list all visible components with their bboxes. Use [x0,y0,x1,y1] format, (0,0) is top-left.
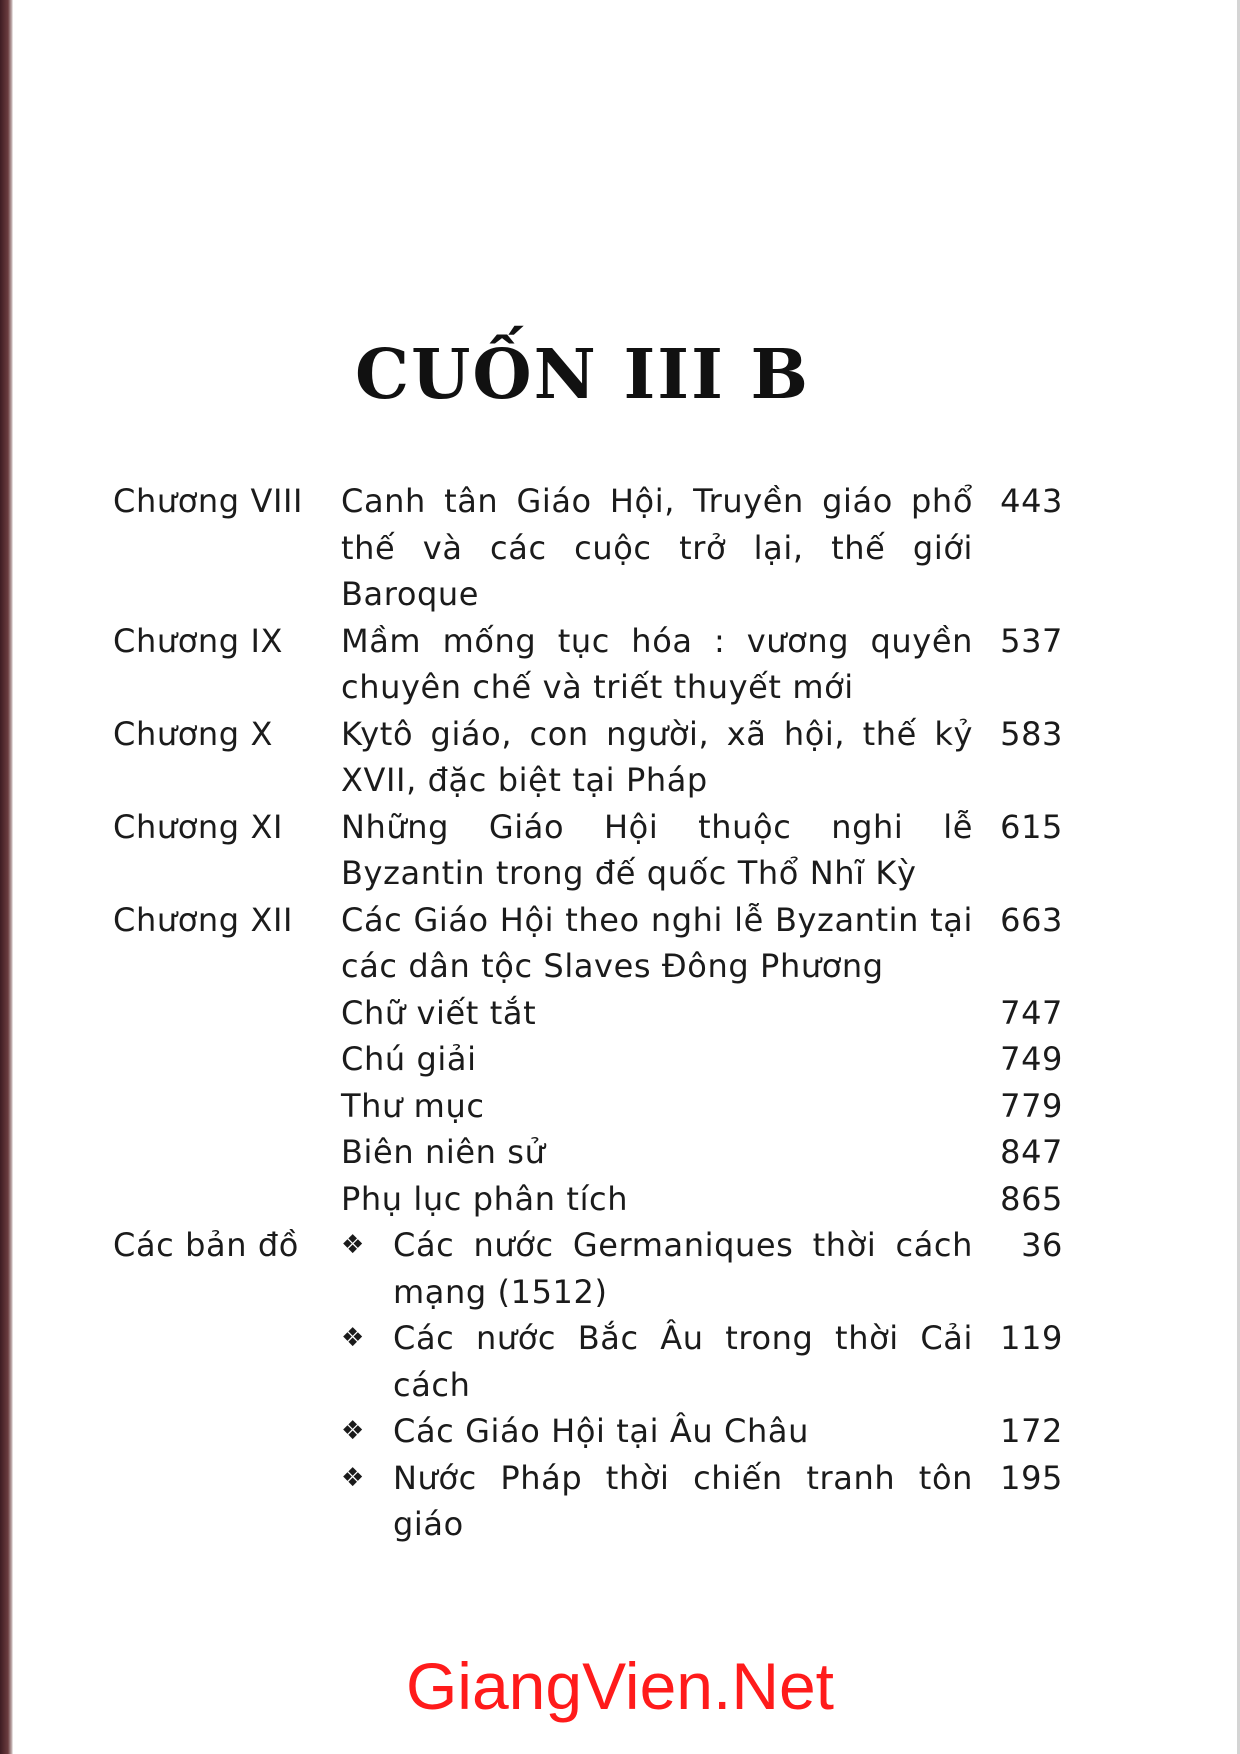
toc-entry-abbreviations[interactable] [113,990,1063,1037]
page-number: 195 [1000,1458,1063,1497]
toc-entry-map-northern-europe[interactable] [113,1315,1063,1408]
chapter-title: Những Giáo Hội thuộc nghi lễ Byzantin trong đế quốc Thổ Nhĩ Kỳ [341,807,973,892]
toc-entry-bibliography[interactable] [113,1083,1063,1130]
chapter-title: Kytô giáo, con người, xã hội, thế kỷ XVII, đặc biệt tại Pháp [341,714,973,799]
toc-entry-chapter-x[interactable] [113,711,1063,804]
chapter-title: Các Giáo Hội theo nghi lễ Byzantin tại các dân tộc Slaves Đông Phương [341,900,973,985]
toc-entry-chapter-xii[interactable] [113,897,1063,990]
diamond-bullet-icon: ❖ [341,1323,365,1353]
diamond-bullet-icon: ❖ [341,1462,365,1493]
toc-entry-analytical-index[interactable] [113,1176,1063,1223]
map-title: Các nước Bắc Âu trong thời Cải cách [393,1319,973,1404]
watermark: GiangVien.Net [405,1649,835,1723]
page-number: 663 [1000,900,1063,939]
chapter-label: Chương VIII [113,482,304,520]
left-page-edge [0,0,13,1754]
chapter-label: Chương XII [113,900,294,939]
chapter-title: Mầm mống tục hóa : vương quyền chuyên chế và triết thuyết mới [341,621,973,706]
toc-entry-notes[interactable] [113,1036,1063,1083]
map-title: Nước Pháp thời chiến tranh tôn giáo [393,1458,973,1543]
maps-label: Các bản đồ [113,1226,299,1264]
toc-entry-chapter-viii[interactable] [113,478,1063,618]
toc-entry-map-france-religious-wars[interactable] [113,1455,1063,1548]
chapter-label: Chương XI [113,807,284,846]
map-title: Các nước Germaniques thời cách mạng (1512) [393,1226,973,1311]
diamond-bullet-icon: ❖ [341,1230,365,1260]
table-of-contents [113,478,1063,1548]
book-title: CUỐN III B [354,335,811,415]
chapter-title: Canh tân Giáo Hội, Truyền giáo phổ thế và các cuộc trở lại, thế giới Baroque [341,482,973,613]
page-number: 537 [1000,621,1063,660]
appendix-title: Biên niên sử [341,1133,546,1171]
chapter-label: Chương IX [113,621,284,660]
page-number: 749 [1000,1040,1063,1078]
toc-entry-chronology[interactable] [113,1129,1063,1176]
page-number: 583 [1000,714,1063,753]
appendix-title: Chú giải [341,1040,477,1078]
diamond-bullet-icon: ❖ [341,1416,365,1446]
page-number: 779 [1000,1086,1063,1125]
page-number: 747 [1000,993,1063,1032]
page-number: 36 [1021,1226,1063,1264]
page-number: 865 [1000,1179,1063,1218]
appendix-title: Thư mục [341,1086,485,1125]
appendix-title: Phụ lục phân tích [341,1179,629,1218]
page-number: 443 [1000,482,1063,520]
toc-entry-chapter-xi[interactable] [113,804,1063,897]
toc-entry-map-germanic[interactable] [113,1222,1063,1315]
chapter-label: Chương X [113,714,273,753]
appendix-title: Chữ viết tắt [341,993,537,1032]
toc-entry-map-european-churches[interactable] [113,1408,1063,1455]
toc-entry-chapter-ix[interactable] [113,618,1063,711]
page-number: 119 [1000,1319,1063,1357]
map-title: Các Giáo Hội tại Âu Châu [393,1412,809,1450]
page-number: 847 [1000,1133,1063,1171]
page-number: 615 [1000,807,1063,846]
page-number: 172 [1000,1412,1063,1450]
